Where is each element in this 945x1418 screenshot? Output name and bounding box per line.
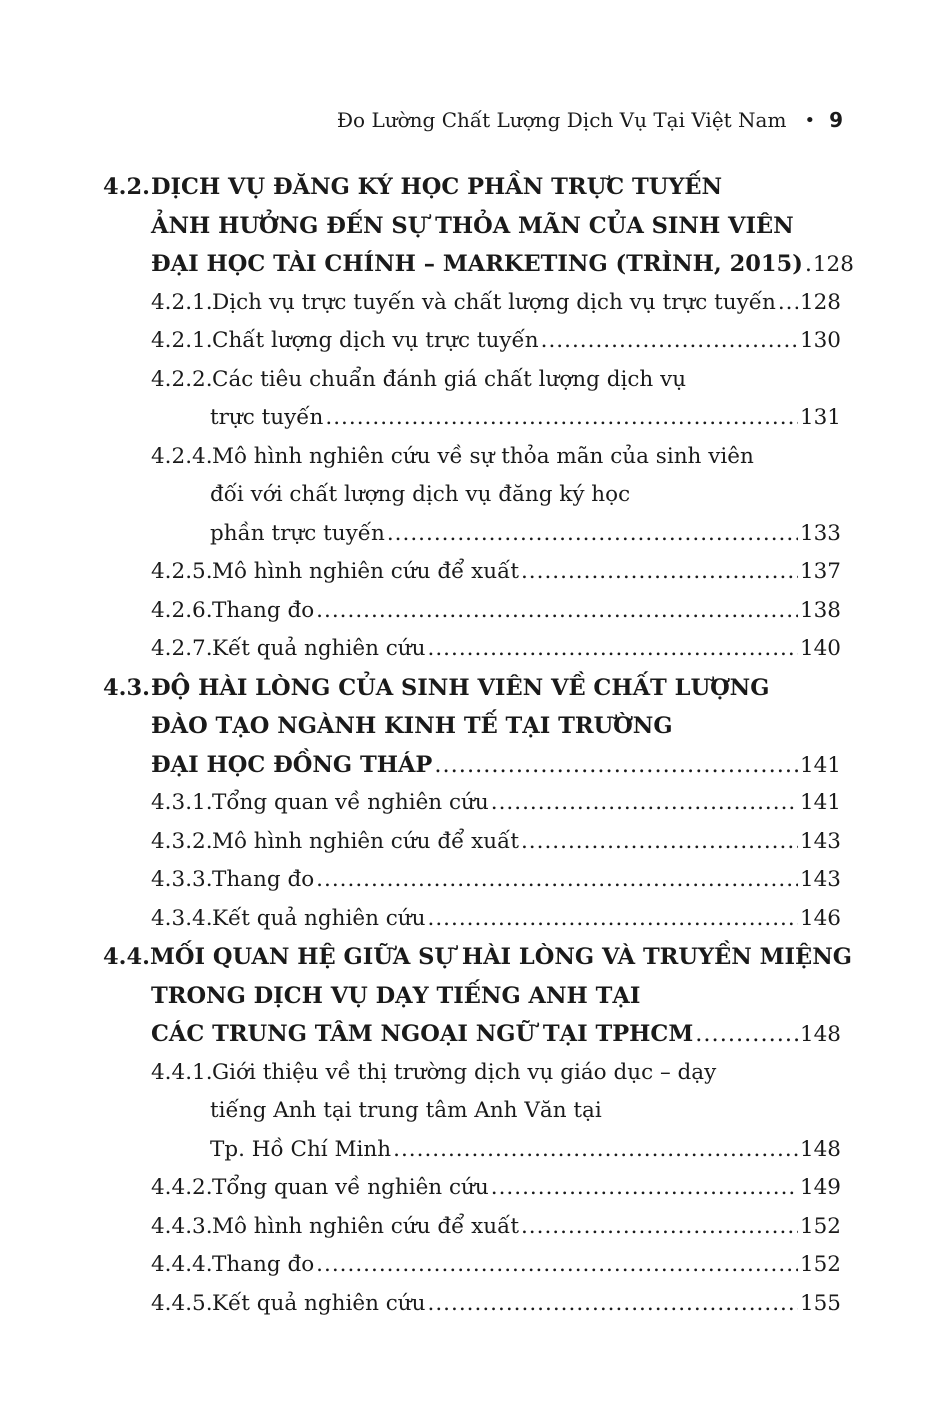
toc-page-number: 130 [799, 328, 841, 353]
toc-subsection-line [103, 592, 841, 631]
toc-page-number: 133 [799, 520, 841, 546]
toc-page-number: 131 [799, 405, 841, 430]
toc-section-title: ĐẠI HỌC ĐỒNG THÁP [151, 751, 433, 778]
toc-subsection-title: đối với chất lượng dịch vụ đăng ký học [210, 482, 631, 507]
toc-section-title: ĐỘ HÀI LÒNG CỦA SINH VIÊN VỀ CHẤT LƯỢNG [151, 674, 770, 701]
toc-subsection-title: Kết quả nghiên cứu [212, 636, 426, 661]
toc-page-number: 143 [799, 867, 841, 892]
toc-page-number: 148 [799, 1136, 841, 1162]
toc-subsection-number: 4.4.1. [151, 1059, 213, 1085]
toc-page-number: 141 [799, 752, 841, 778]
toc-subsection-title: Chất lượng dịch vụ trực tuyến [212, 328, 539, 353]
toc-section-title: ĐẠI HỌC TÀI CHÍNH – MARKETING (TRÌNH, 2015) [151, 251, 803, 277]
toc-subsection-number: 4.4.4. [151, 1252, 213, 1277]
toc-subsection-number: 4.2.1. [151, 289, 213, 315]
toc-subsection-title: Thang đo [212, 597, 315, 623]
dot-leader [805, 245, 811, 284]
toc-subsection-line [103, 1131, 841, 1170]
toc-subsection-number: 4.2.1. [151, 328, 213, 353]
toc-subsection-line [103, 438, 841, 477]
toc-subsection-title: tiếng Anh tại trung tâm Anh Văn tại [210, 1098, 602, 1123]
toc-section-line [103, 245, 854, 284]
dot-leader [316, 1246, 798, 1285]
dot-leader [316, 592, 798, 631]
toc-subsection-line [103, 399, 841, 438]
toc-page-number: 155 [799, 1290, 841, 1316]
toc-section-title: TRONG DỊCH VỤ DẠY TIẾNG ANH TẠI [151, 982, 641, 1009]
toc-subsection-number: 4.4.5. [151, 1290, 213, 1316]
toc-section-title: MỐI QUAN HỆ GIỮA SỰ HÀI LÒNG VÀ TRUYỀN MIỆNG [149, 944, 852, 970]
toc-subsection-line [103, 515, 841, 554]
toc-page-number: 152 [799, 1252, 841, 1277]
dot-leader [491, 1169, 798, 1208]
dot-leader [491, 784, 798, 823]
toc-page-number: 138 [799, 597, 841, 623]
toc-subsection-line [103, 900, 841, 939]
toc-page-number: 148 [799, 1022, 841, 1047]
toc-subsection-number: 4.2.6. [151, 597, 213, 623]
dot-leader [316, 861, 798, 900]
dot-leader [521, 553, 798, 592]
toc-subsection-title: Tp. Hồ Chí Minh [210, 1136, 392, 1162]
toc-subsection-line [103, 784, 841, 823]
toc-page-number: 140 [799, 636, 841, 661]
dot-leader [521, 1208, 798, 1247]
toc-section-line [103, 168, 841, 207]
toc-section-line [103, 977, 841, 1016]
toc-section-number: 4.4. [103, 944, 150, 970]
toc-section-line [103, 938, 852, 977]
header-title: Đo Lường Chất Lượng Dịch Vụ Tại Việt Nam [336, 108, 787, 132]
toc-page-number: 149 [799, 1175, 841, 1200]
dot-leader [428, 1285, 798, 1324]
toc-subsection-title: Kết quả nghiên cứu [212, 1290, 426, 1316]
toc-subsection-title: Các tiêu chuẩn đánh giá chất lượng dịch vụ [212, 366, 687, 392]
toc-section-line [103, 746, 841, 785]
toc-subsection-line [103, 1246, 841, 1285]
toc-subsection-title: Mô hình nghiên cứu để xuất [212, 559, 519, 584]
toc-subsection-line [103, 553, 841, 592]
toc-subsection-line [103, 630, 841, 669]
toc-subsection-line [103, 1169, 841, 1208]
table-of-contents [103, 168, 854, 1323]
dot-leader [434, 746, 798, 785]
toc-subsection-line [103, 361, 841, 400]
dot-leader [695, 1015, 798, 1054]
toc-section-title: ẢNH HƯỞNG ĐẾN SỰ THỎA MÃN CỦA SINH VIÊN [151, 212, 794, 239]
toc-subsection-title: Thang đo [212, 867, 315, 892]
toc-subsection-line [103, 823, 841, 862]
toc-page-number: 152 [799, 1213, 841, 1239]
toc-subsection-line [103, 1054, 841, 1093]
toc-subsection-number: 4.3.4. [151, 905, 213, 931]
toc-page-number: 143 [799, 828, 841, 854]
toc-subsection-line [103, 476, 841, 515]
dot-leader [325, 399, 798, 438]
dot-leader [521, 823, 798, 862]
toc-subsection-number: 4.4.2. [151, 1175, 213, 1200]
dot-leader [393, 1131, 798, 1170]
toc-subsection-title: trực tuyến [210, 405, 324, 430]
toc-subsection-title: Mô hình nghiên cứu để xuất [212, 828, 519, 854]
toc-subsection-line [103, 284, 841, 323]
toc-subsection-title: Mô hình nghiên cứu về sự thỏa mãn của sinh viên [212, 443, 754, 469]
dot-leader [541, 322, 798, 361]
toc-section-title: ĐÀO TẠO NGÀNH KINH TẾ TẠI TRƯỜNG [151, 713, 673, 739]
dot-leader [778, 284, 798, 323]
dot-leader [428, 630, 798, 669]
header-bullet: • [804, 109, 816, 131]
toc-subsection-number: 4.2.5. [151, 559, 213, 584]
toc-subsection-title: Dịch vụ trực tuyến và chất lượng dịch vụ trực tuyến [212, 289, 776, 315]
toc-subsection-line [103, 1285, 841, 1324]
toc-subsection-title: Mô hình nghiên cứu để xuất [212, 1213, 519, 1239]
toc-page-number: 137 [799, 559, 841, 584]
toc-subsection-number: 4.2.7. [151, 636, 213, 661]
dot-leader [428, 900, 798, 939]
toc-subsection-title: Tổng quan về nghiên cứu [212, 790, 489, 815]
toc-subsection-title: phần trực tuyến [210, 520, 385, 546]
toc-subsection-number: 4.3.1. [151, 790, 213, 815]
toc-subsection-line [103, 1208, 841, 1247]
toc-subsection-title: Tổng quan về nghiên cứu [212, 1175, 489, 1200]
toc-subsection-title: Giới thiệu về thị trường dịch vụ giáo dục – dạy [212, 1059, 717, 1085]
toc-page-number: 146 [799, 905, 841, 931]
toc-page-number: 141 [799, 790, 841, 815]
page-number: 9 [829, 108, 843, 132]
toc-subsection-number: 4.3.2. [151, 828, 213, 854]
toc-subsection-title: Kết quả nghiên cứu [212, 905, 426, 931]
toc-subsection-line [103, 1092, 841, 1131]
toc-subsection-line [103, 322, 841, 361]
toc-subsection-number: 4.4.3. [151, 1213, 213, 1239]
toc-section-line [103, 707, 841, 746]
toc-page-number: 128 [799, 289, 841, 315]
toc-section-line [103, 207, 841, 246]
toc-section-number: 4.3. [103, 674, 150, 701]
toc-subsection-number: 4.2.4. [151, 443, 213, 469]
toc-section-line [103, 669, 841, 708]
toc-subsection-title: Thang đo [212, 1252, 315, 1277]
toc-subsection-number: 4.2.2. [151, 366, 213, 392]
toc-subsection-number: 4.3.3. [151, 867, 213, 892]
toc-section-title: CÁC TRUNG TÂM NGOẠI NGỮ TẠI TPHCM [151, 1021, 694, 1047]
dot-leader [387, 515, 798, 554]
toc-section-line [103, 1015, 841, 1054]
toc-subsection-line [103, 861, 841, 900]
running-header [337, 108, 843, 132]
toc-page-number: 128 [812, 252, 854, 277]
toc-section-title: DỊCH VỤ ĐĂNG KÝ HỌC PHẦN TRỰC TUYẾN [151, 174, 723, 200]
toc-section-number: 4.2. [103, 174, 150, 200]
